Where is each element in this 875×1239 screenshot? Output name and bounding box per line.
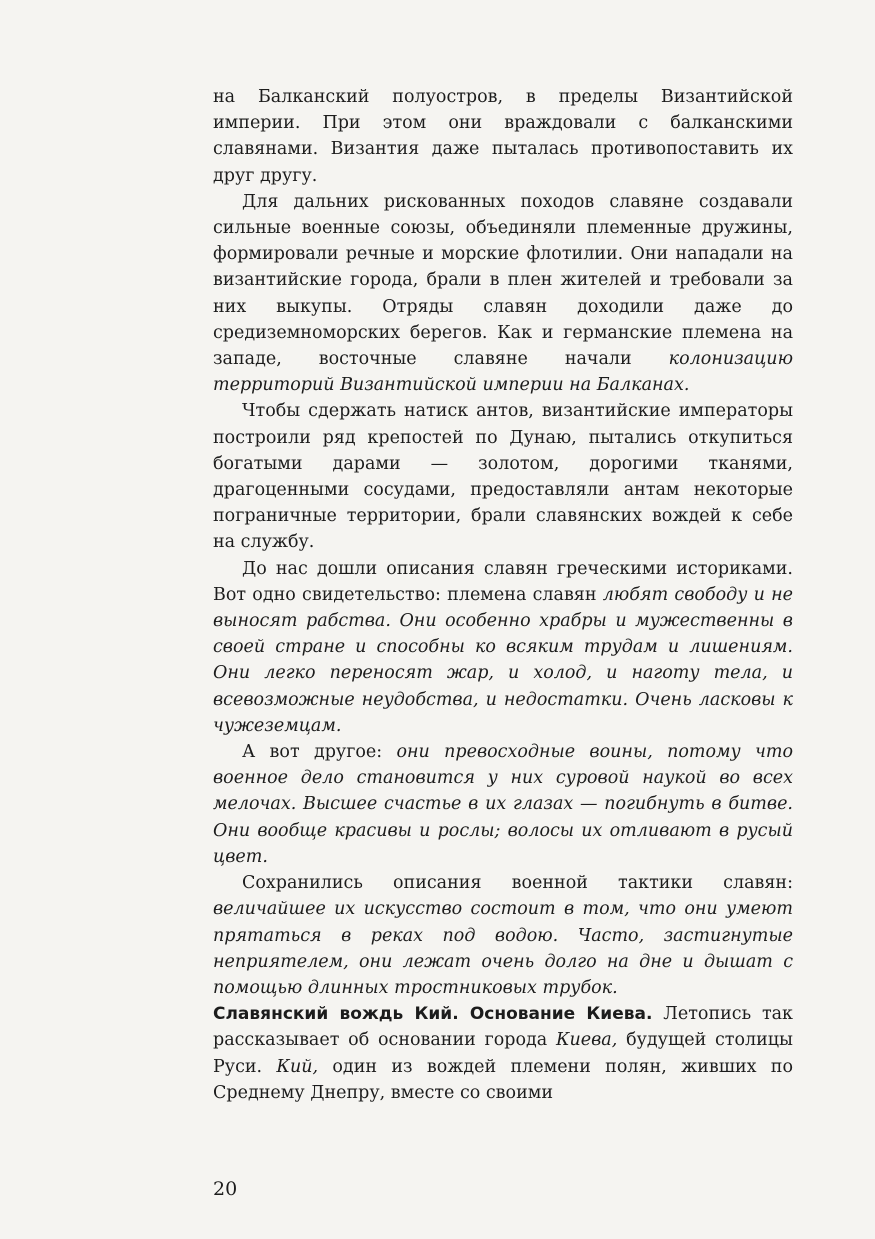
paragraph-7: [213, 1001, 793, 1106]
paragraph-4-italic: любят свободу и не выносят рабства. Они особенно храбры и мужественны в своей стране и способны ко всяким трудам и лишениям. Они легко переносят жар, и холод, и наготу тела, и всевозможные неудобства, и недостатки. Очень ласковы к чужеземцам.: [213, 584, 793, 736]
paragraph-5-italic: они превосходные воины, потому что военное дело становится у них суровой наукой во всех мелочах. Высшее счастье в их глазах — погибнуть в битве. Они вообще красивы и рослы; волосы их отливают в русый цвет.: [213, 742, 793, 867]
paragraph-3: Чтобы сдержать натиск антов, византийские императоры построили ряд крепостей по Дунаю, пытались откупиться богатыми дарами — золотом, дорогими тканями, драгоценными сосудами, предоставляли антам некоторые пограничные территории, брали славянских вождей к себе на службу.: [213, 401, 793, 553]
section-heading: Славянский вождь Кий. Основание Киева.: [213, 1004, 653, 1025]
paragraph-6-italic: величайшее их искусство состоит в том, что они умеют прятаться в реках под водою. Часто, застигнутые неприятелем, они лежат очень долго на дне и дышат с помощью длинных тростниковых трубок.: [213, 899, 793, 998]
paragraph-7-italic-1: Киева,: [555, 1030, 618, 1051]
paragraph-6: [213, 870, 793, 1001]
paragraph-2: [213, 189, 793, 399]
paragraph-1: на Балканский полуостров, в пределы Византийской империи. При этом они враждовали с балканскими славянами. Византия даже пыталась противопоставить их друг другу.: [213, 87, 793, 186]
paragraph-2-italic: колонизацию территорий Византийской империи на Балканах.: [213, 349, 793, 396]
paragraph-6-text: Сохранились описания военной тактики славян:: [242, 873, 793, 894]
paragraph-7-italic-2: Кий,: [276, 1056, 319, 1077]
page-body: [213, 84, 793, 1106]
paragraph-5-text: А вот другое:: [242, 742, 397, 763]
paragraph-2-text: Для дальних рискованных походов славяне создавали сильные военные союзы, объединяли племенные дружины, формировали речные и морские флотилии. Они нападали на византийские города, брали в плен жителей и требовали за них выкупы. Отряды славян доходили даже до средиземноморских берегов. Как и германские племена на западе, восточные славяне начали: [213, 191, 793, 370]
paragraph-4: [213, 556, 793, 739]
paragraph-5: [213, 739, 793, 870]
page-number: 20: [213, 1178, 238, 1200]
paragraph-7-text-1: Летопись так рассказывает об основании города: [213, 1004, 793, 1051]
paragraph-7-text-2: будущей столицы Руси.: [213, 1030, 793, 1077]
paragraph-7-text-3: один из вождей племени полян, живших по Среднему Днепру, вместе со своими: [213, 1056, 794, 1103]
paragraph-4-text: До нас дошли описания славян греческими историками. Вот одно свидетельство: племена славян: [213, 558, 793, 605]
